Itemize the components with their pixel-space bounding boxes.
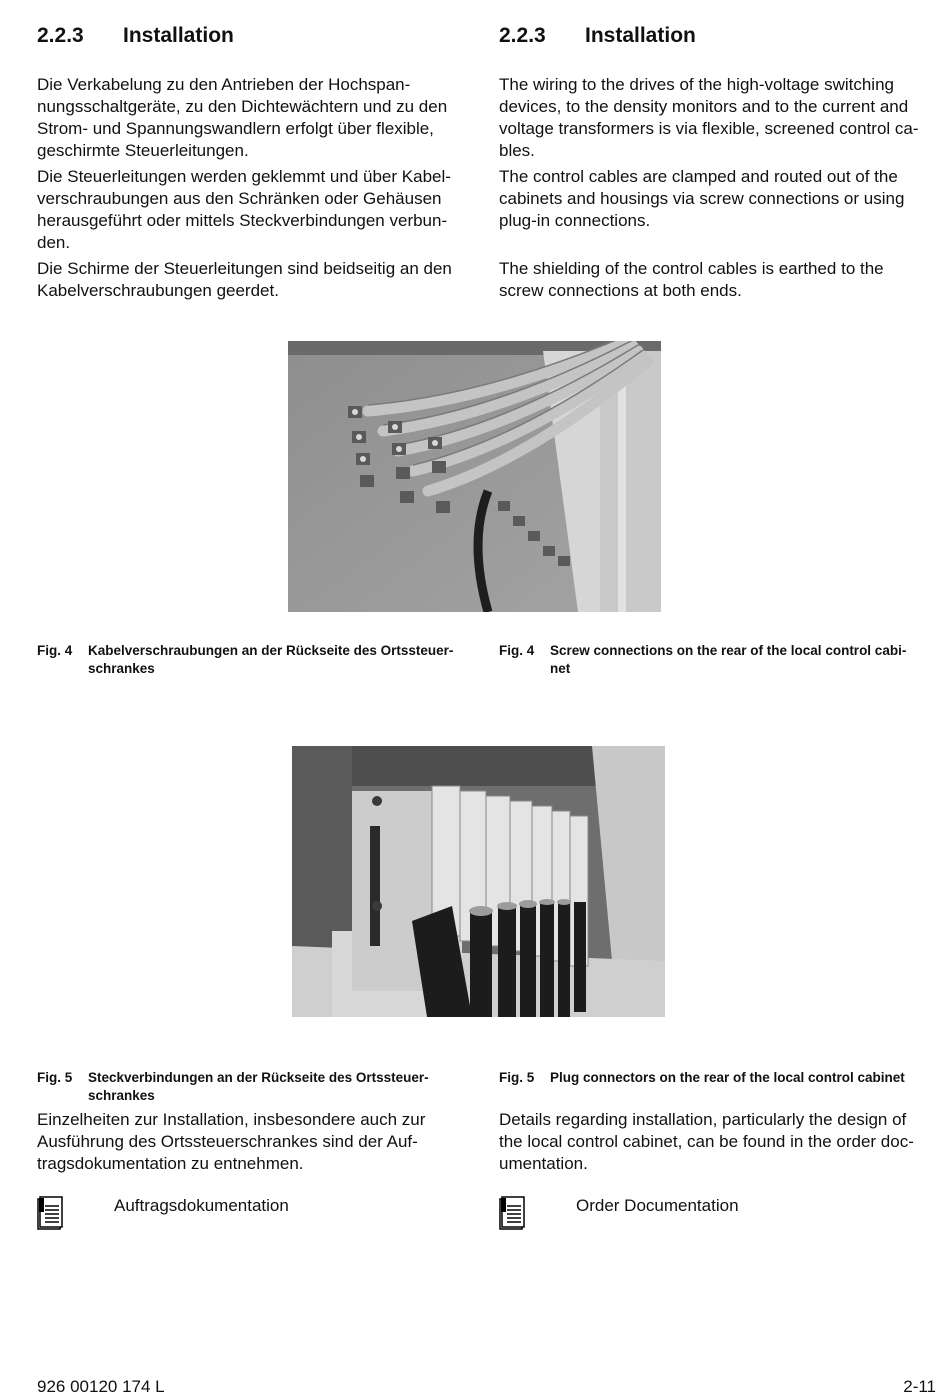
figure-4-photo	[288, 341, 661, 612]
page-number: 2-11	[903, 1377, 936, 1396]
caption-line: Plug connectors on the rear of the local control cabinet	[550, 1070, 905, 1085]
section-number: 2.2.3	[37, 24, 84, 47]
reference-label-en: Order Documentation	[576, 1196, 739, 1215]
document-number: 926 00120 174 L	[37, 1377, 165, 1396]
text-line: herausgeführt oder mittels Steckverbindungen verbun-	[37, 211, 448, 230]
text-line: The shielding of the control cables is earthed to the	[499, 259, 884, 278]
text-line: Einzelheiten zur Installation, insbesondere auch zur	[37, 1110, 426, 1129]
text-line: Kabelverschraubungen geerdet.	[37, 281, 279, 300]
text-line: Details regarding installation, particularly the design of	[499, 1110, 907, 1129]
caption-line: Steckverbindungen an der Rückseite des Ortssteuer-	[88, 1070, 429, 1085]
figure-5-caption-de	[37, 1069, 487, 1109]
text-line: plug-in connections.	[499, 211, 651, 230]
caption-line: schrankes	[88, 1088, 155, 1103]
figure-4-caption-de	[37, 642, 487, 682]
text-line: Die Verkabelung zu den Antrieben der Hochspan-	[37, 75, 411, 94]
paragraph-2-de	[37, 166, 487, 254]
figure-5-caption-en	[499, 1069, 944, 1109]
paragraph-1-en	[499, 74, 944, 162]
text-line: The wiring to the drives of the high-voltage switching	[499, 75, 894, 94]
text-line: Die Steuerleitungen werden geklemmt und über Kabel-	[37, 167, 451, 186]
section-title: Installation	[123, 24, 234, 47]
paragraph-1-de	[37, 74, 487, 162]
caption-line: net	[550, 661, 571, 676]
text-line: screw connections at both ends.	[499, 281, 742, 300]
text-line: nungsschaltgeräte, zu den Dichtewächtern und zu den	[37, 97, 448, 116]
text-line: umentation.	[499, 1154, 588, 1173]
figure-label: Fig. 4	[499, 643, 535, 658]
caption-line: Screw connections on the rear of the local control cabi-	[550, 643, 907, 658]
text-line: cabinets and housings via screw connections or using	[499, 189, 905, 208]
paragraph-3-de	[37, 258, 487, 302]
text-line: Strom- und Spannungswandlern erfolgt über flexible,	[37, 119, 434, 138]
text-line: verschraubungen aus den Schränken oder Gehäusen	[37, 189, 442, 208]
text-line: geschirmte Steuerleitungen.	[37, 141, 249, 160]
text-line: bles.	[499, 141, 535, 160]
paragraph-4-en	[499, 1109, 944, 1175]
text-line: Die Schirme der Steuerleitungen sind beidseitig an den	[37, 259, 452, 278]
figure-label: Fig. 5	[37, 1070, 73, 1085]
text-line: tragsdokumentation zu entnehmen.	[37, 1154, 304, 1173]
section-title: Installation	[585, 24, 696, 47]
reference-label-de: Auftragsdokumentation	[114, 1196, 289, 1215]
caption-line: Kabelverschraubungen an der Rückseite des Ortssteuer-	[88, 643, 454, 658]
text-line: Ausführung des Ortssteuerschrankes sind der Auf-	[37, 1132, 418, 1151]
figure-4-caption-en	[499, 642, 944, 682]
text-line: The control cables are clamped and routed out of the	[499, 167, 898, 186]
paragraph-3-en	[499, 258, 944, 302]
paragraph-2-en	[499, 166, 944, 232]
figure-label: Fig. 5	[499, 1070, 535, 1085]
text-line: voltage transformers is via flexible, screened control ca-	[499, 119, 919, 138]
figure-label: Fig. 4	[37, 643, 73, 658]
paragraph-4-de	[37, 1109, 487, 1175]
caption-line: schrankes	[88, 661, 155, 676]
text-line: devices, to the density monitors and to the current and	[499, 97, 909, 116]
section-heading-de	[37, 24, 467, 50]
section-heading-en	[499, 24, 929, 50]
text-line: den.	[37, 233, 71, 252]
figure-5-photo	[292, 746, 665, 1017]
section-number: 2.2.3	[499, 24, 546, 47]
text-line: the local control cabinet, can be found in the order doc-	[499, 1132, 914, 1151]
document-icon	[37, 1196, 63, 1230]
document-icon	[499, 1196, 525, 1230]
